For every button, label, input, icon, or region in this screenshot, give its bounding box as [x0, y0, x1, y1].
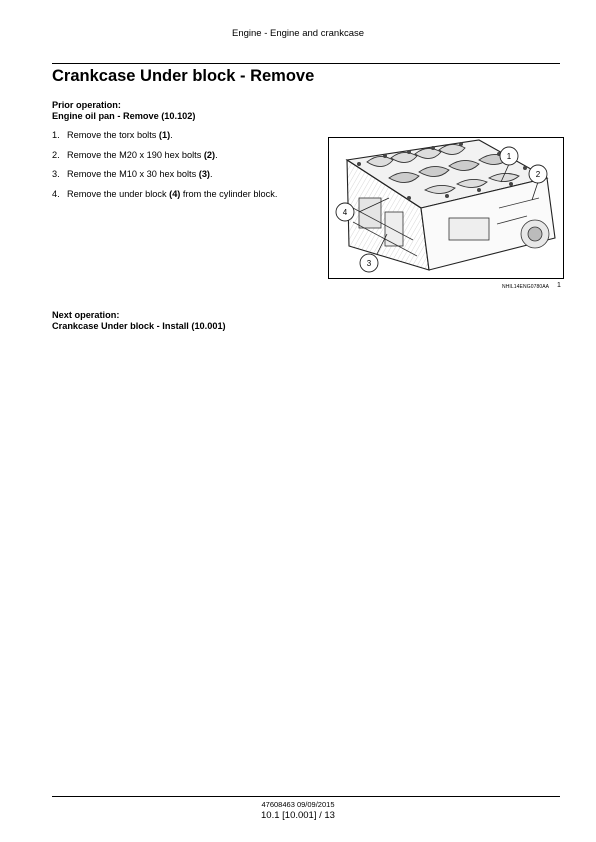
- step-text-end: from the cylinder block.: [180, 188, 278, 199]
- footer-document-id: 47608463 09/09/2015: [261, 800, 335, 809]
- step-number: 2.: [52, 149, 60, 160]
- figure-reference: NHIL14ENG0780AA: [502, 284, 550, 290]
- prior-operation-link[interactable]: Engine oil pan - Remove (10.102): [52, 111, 196, 121]
- callout-1-icon: [500, 147, 518, 165]
- step-text-end: .: [170, 130, 173, 140]
- callout-4-icon: [336, 203, 354, 221]
- footer-rule: [52, 796, 560, 797]
- callout-3-icon: [360, 254, 378, 272]
- engine-block-figure: [328, 137, 564, 279]
- callout-2-label: 2: [535, 170, 541, 179]
- step-ref: (3): [198, 169, 210, 179]
- next-operation-link[interactable]: Crankcase Under block - Install (10.001): [52, 321, 226, 331]
- procedure-steps: [52, 130, 277, 208]
- prior-operation-label: Prior operation:: [52, 100, 121, 110]
- figure-number: 1: [557, 282, 561, 289]
- step-number: 4.: [52, 188, 60, 199]
- step-text: Remove the under block: [67, 188, 170, 199]
- step-ref: (2): [203, 149, 216, 160]
- prior-operation: [52, 100, 195, 122]
- step-number: 1.: [52, 130, 60, 140]
- footer-page-number: 10.1 [10.001] / 13: [261, 810, 335, 821]
- step-text: Remove the M10 x 30 hex bolts: [67, 169, 199, 179]
- header-rule: [52, 63, 560, 64]
- callout-4-label: 4: [342, 208, 348, 217]
- step-text-end: .: [210, 169, 213, 179]
- running-header: Engine - Engine and crankcase: [231, 28, 365, 39]
- callout-1-label: 1: [506, 152, 512, 161]
- step-item: [52, 169, 277, 189]
- engine-block-illustration: [329, 138, 563, 278]
- next-operation: [52, 310, 226, 332]
- step-item: [52, 130, 277, 150]
- callout-2-icon: [529, 165, 547, 183]
- step-text: Remove the torx bolts: [67, 130, 159, 140]
- step-text: Remove the M20 x 190 hex bolts: [67, 149, 204, 160]
- page-title: Crankcase Under block - Remove: [52, 67, 315, 85]
- step-item: [52, 150, 277, 170]
- step-number: 3.: [52, 169, 60, 179]
- step-text-end: .: [215, 149, 218, 160]
- step-ref: (1): [158, 130, 171, 140]
- step-item: [52, 189, 277, 209]
- step-ref: (4): [169, 188, 181, 199]
- callout-3-label: 3: [366, 259, 372, 268]
- next-operation-label: Next operation:: [52, 310, 120, 320]
